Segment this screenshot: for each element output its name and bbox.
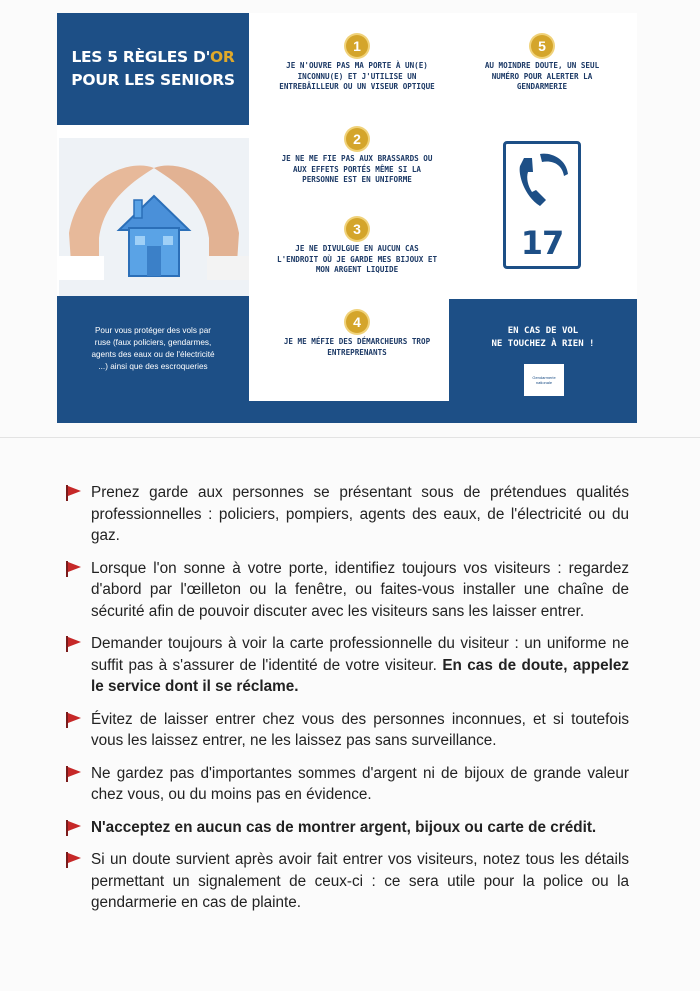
tips-list (64, 482, 629, 925)
rule-3-text: JE NE DIVULGUE EN AUCUN CAS L'ENDROIT OÙ JE GARDE MES BIJOUX ET MON ARGENT LIQUIDE (277, 244, 438, 274)
hands-house-illustration (59, 138, 249, 298)
flag-bullet-icon (64, 819, 82, 837)
rule-5 (477, 35, 607, 93)
phone-icon (506, 144, 578, 224)
tip-item: Si un doute survient après avoir fait entrer vos visiteurs, notez tous les détails permettant un signalement de ceux-ci : ce sera utile pour la police ou la gendarmerie en cas de plainte. (64, 849, 629, 914)
theft-box (449, 299, 637, 401)
title-line1: LES 5 RÈGLES D' (71, 47, 211, 66)
protect-text: Pour vous protéger des vols par ruse (faux policiers, gendarmes, agents des eaux ou de l'électricité ...) ainsi que des escroqueries (91, 325, 215, 371)
theft-line1: EN CAS DE VOL (507, 326, 579, 336)
rule-1 (257, 35, 457, 93)
rule-2-text: JE NE ME FIE PAS AUX BRASSARDS OU AUX EFFETS PORTÉS MÊME SI LA PERSONNE EST EN UNIFORME (281, 154, 433, 184)
page-fold-divider (0, 437, 700, 438)
tip-item: N'acceptez en aucun cas de montrer argent, bijoux ou carte de crédit. (64, 817, 629, 839)
flag-bullet-icon (64, 484, 82, 502)
emergency-number: 17 (520, 224, 564, 262)
tip-item: Évitez de laisser entrer chez vous des personnes inconnues, et si toutefois vous les laissez entrer, ne les laissez pas sans surveillance. (64, 709, 629, 752)
rule-5-text: AU MOINDRE DOUTE, UN SEUL NUMÉRO POUR ALERTER LA GENDARMERIE (484, 61, 600, 91)
rule-2-number: 2 (346, 128, 368, 150)
tip-bold-text: En cas de doute, appelez le service dont il se réclame. (91, 656, 629, 695)
rule-4-text: JE ME MÉFIE DES DÉMARCHEURS TROP ENTREPRENANTS (283, 337, 431, 357)
rule-3-number: 3 (346, 218, 368, 240)
rule-1-text: JE N'OUVRE PAS MA PORTE À UN(E) INCONNU(E) ET J'UTILISE UN ENTREBÂILLEUR OU UN VISEUR OPTIQUE (279, 61, 435, 91)
flyer (57, 13, 637, 423)
flag-bullet-icon (64, 560, 82, 578)
rules-column (257, 13, 457, 393)
theft-line2: NE TOUCHEZ À RIEN ! (491, 339, 595, 349)
rule-4 (257, 311, 457, 358)
tip-item: Ne gardez pas d'importantes sommes d'argent ni de bijoux de grande valeur chez vous, ou du moins pas en évidence. (64, 763, 629, 806)
rule-3 (257, 218, 457, 276)
emergency-phone-box (503, 141, 581, 269)
title-line2: POUR LES SENIORS (71, 71, 235, 89)
logo-text: Gendarmerie nationale (532, 375, 556, 385)
flag-bullet-icon (64, 765, 82, 783)
flyer-title (57, 13, 249, 125)
title-gold-word: OR (210, 47, 235, 66)
tip-item: Lorsque l'on sonne à votre porte, identifiez toujours vos visiteurs : regardez d'abord par l'œilleton ou la fenêtre, ou faites-vous installer une chaîne de sécurité afin de pouvoir discuter avec les visiteurs sans les laisser entrer. (64, 558, 629, 623)
rule-2 (257, 128, 457, 186)
protect-box (57, 296, 249, 401)
flyer-bottom-band (57, 401, 637, 423)
rule-1-number: 1 (346, 35, 368, 57)
rule-5-number: 5 (531, 35, 553, 57)
gendarmerie-logo (524, 364, 564, 396)
flag-bullet-icon (64, 635, 82, 653)
tip-item: Demander toujours à voir la carte professionnelle du visiteur : un uniforme ne suffit pas à s'assurer de l'identité de votre visiteur. En cas de doute, appelez le service dont il se réclame. (64, 633, 629, 698)
tip-item: Prenez garde aux personnes se présentant sous de prétendues qualités professionnelles : policiers, pompiers, agents des eaux, de l'électricité ou du gaz. (64, 482, 629, 547)
flag-bullet-icon (64, 851, 82, 869)
flag-bullet-icon (64, 711, 82, 729)
rule-4-number: 4 (346, 311, 368, 333)
